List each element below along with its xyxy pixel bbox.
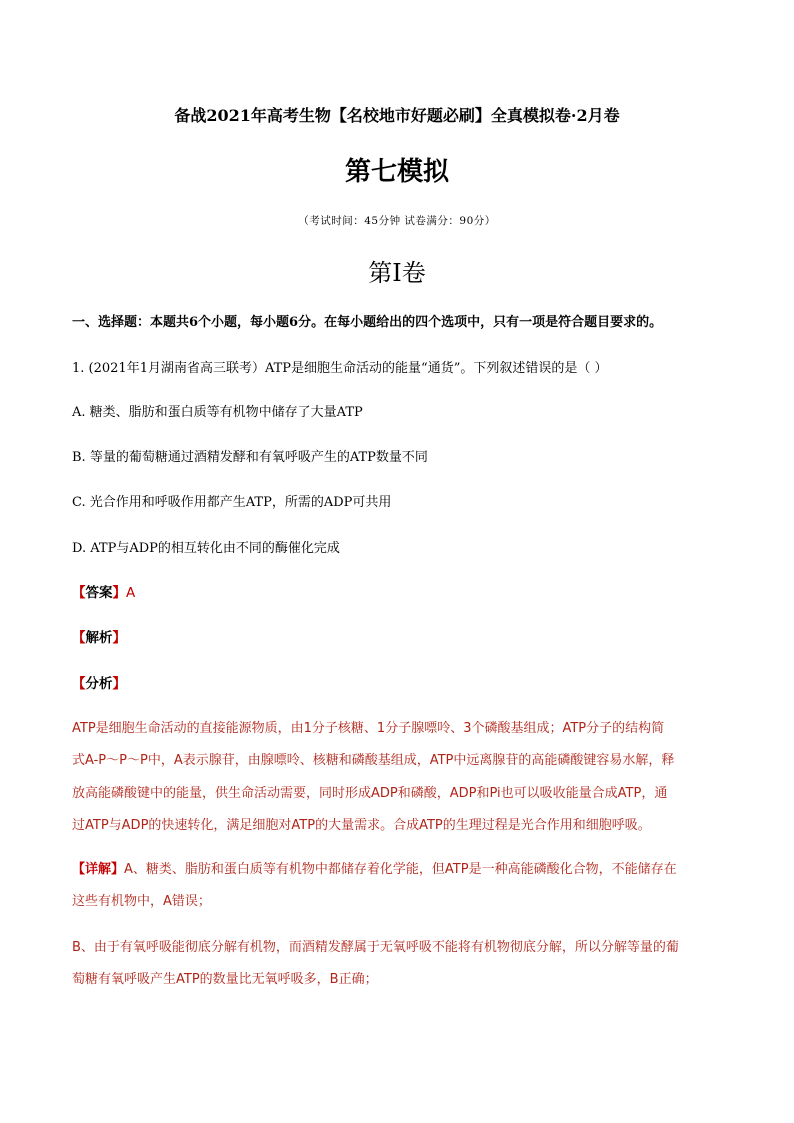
fenxi-bracket-open: 【 — [72, 676, 86, 692]
exam-info: （考试时间：45分钟 试卷满分：90分） — [298, 215, 496, 227]
detail-a-line — [72, 861, 722, 879]
option-b: B. 等量的葡萄糖通过酒精发酵和有氧呼吸产生的ATP数量不同 — [72, 450, 428, 465]
answer-bracket-open: 【 — [72, 585, 86, 601]
jiexi-bracket-open: 【 — [72, 630, 86, 646]
answer-line — [72, 584, 722, 602]
analysis-text-line: 过ATP与ADP的快速转化，满足细胞对ATP的大量需求。合成ATP的生理过程是光合作用和细胞呼吸。 — [72, 818, 651, 833]
detail-a-text: A、糖类、脂肪和蛋白质等有机物中都储存着化学能，但ATP是一种高能磷酸化合物，不能储存在 — [124, 862, 677, 877]
section-heading: 一、选择题：本题共6个小题，每小题6分。在每小题给出的四个选项中，只有一项是符合题目要求的。 — [72, 315, 663, 330]
detail-a-line: 这些有机物中，A错误； — [72, 894, 211, 909]
fenxi-label-line — [72, 675, 722, 693]
analysis-text-line: 式A-P～P～P中，A表示腺苷，由腺嘌呤、核糖和磷酸基组成，ATP中远离腺苷的高能磷酸键容易水解，释 — [72, 753, 675, 768]
analysis-text-line: 放高能磷酸键中的能量，供生命活动需要，同时形成ADP和磷酸，ADP和Pi也可以吸收能量合成ATP，通 — [72, 786, 668, 801]
document-title: 第七模拟 — [344, 157, 449, 187]
jiexi-label: 解析 — [85, 630, 113, 646]
answer-label: 答案 — [85, 585, 113, 601]
answer-value: A — [126, 585, 136, 601]
jiexi-bracket-close: 】 — [112, 630, 126, 646]
jiexi-label-line — [72, 629, 722, 647]
analysis-text-line: ATP是细胞生命活动的直接能源物质，由1分子核糖、1分子腺嘌呤、3个磷酸基组成；ATP分子的结构简 — [72, 721, 665, 736]
detail-b-line: 萄糖有氧呼吸产生ATP的数量比无氧呼吸多，B正确； — [72, 972, 378, 987]
detail-label: 【详解】 — [72, 862, 125, 877]
option-a: A. 糖类、脂肪和蛋白质等有机物中储存了大量ATP — [72, 405, 363, 420]
fenxi-label: 分析 — [85, 676, 113, 692]
document-subtitle: 备战2021年高考生物【名校地市好题必刷】全真模拟卷·2月卷 — [174, 106, 620, 125]
volume-heading: 第Ⅰ卷 — [368, 259, 426, 287]
answer-bracket-close: 】 — [112, 585, 126, 601]
option-c: C. 光合作用和呼吸作用都产生ATP，所需的ADP可共用 — [72, 495, 392, 510]
question-stem: 1. (2021年1月湖南省高三联考）ATP是细胞生命活动的能量“通货”。下列叙述错误的是（ ） — [72, 361, 608, 376]
detail-b-line: B、由于有氧呼吸能彻底分解有机物，而酒精发酵属于无氧呼吸不能将有机物彻底分解，所以分解等量的葡 — [72, 940, 679, 955]
fenxi-bracket-close: 】 — [112, 676, 126, 692]
option-d: D. ATP与ADP的相互转化由不同的酶催化完成 — [72, 541, 340, 556]
